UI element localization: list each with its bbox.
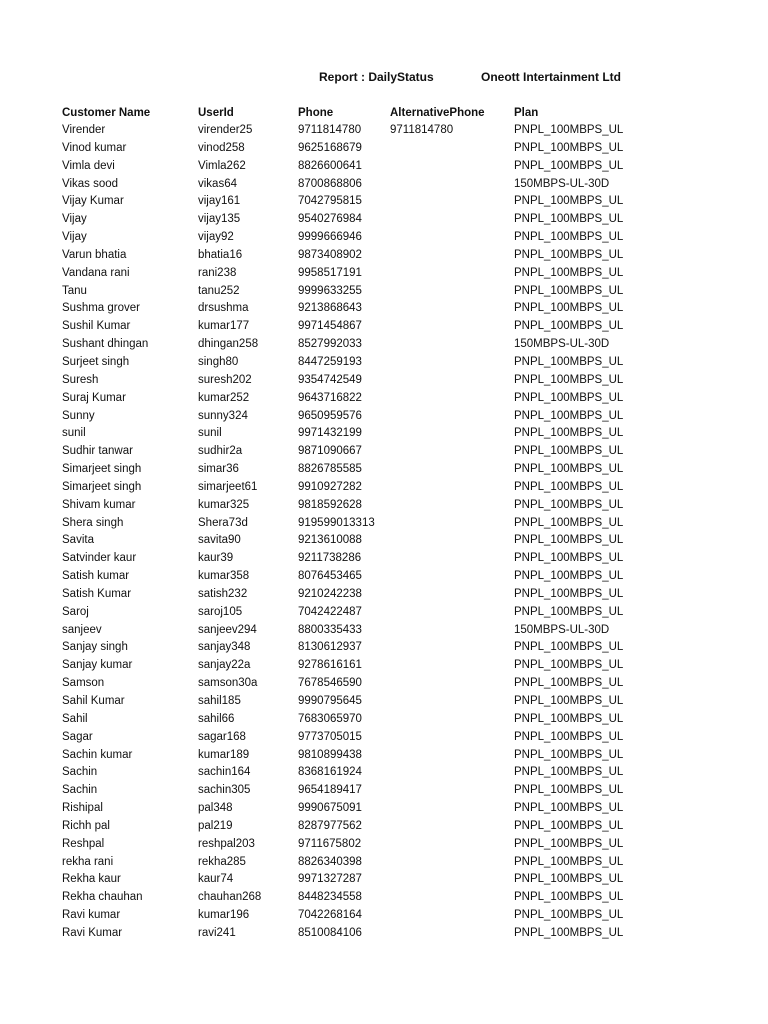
table-row <box>62 461 644 479</box>
table-row <box>62 229 644 247</box>
alternative-phone-cell <box>390 515 514 533</box>
plan-cell: PNPL_100MBPS_UL <box>514 819 624 832</box>
header-row <box>62 104 644 122</box>
plan-cell: PNPL_100MBPS_UL <box>514 534 624 547</box>
plan-cell: PNPL_100MBPS_UL <box>514 445 624 458</box>
userid-cell: satish232 <box>198 587 248 600</box>
plan-cell: PNPL_100MBPS_UL <box>514 766 624 779</box>
plan-cell: PNPL_100MBPS_UL <box>514 355 624 368</box>
alternative-phone-cell <box>390 871 514 889</box>
userid-cell: simar36 <box>198 463 239 476</box>
customer-name-cell: Satish Kumar <box>62 587 132 600</box>
phone-cell: 9711814780 <box>298 124 362 136</box>
table-row <box>62 568 644 586</box>
customer-name-cell: Reshpal <box>62 837 105 850</box>
plan-cell: PNPL_100MBPS_UL <box>514 516 624 529</box>
alternative-phone-cell <box>390 336 514 354</box>
customer-name-cell: Varun bhatia <box>62 248 127 261</box>
plan-cell: PNPL_100MBPS_UL <box>514 266 624 279</box>
customer-name-cell: Vijay <box>62 231 87 244</box>
plan-cell: PNPL_100MBPS_UL <box>514 730 624 743</box>
userid-cell: simarjeet61 <box>198 480 258 493</box>
table-row <box>62 586 644 604</box>
alternative-phone-cell <box>390 372 514 390</box>
phone-cell: 7683065970 <box>298 712 362 725</box>
customer-name-cell: Suresh <box>62 373 99 386</box>
customer-name-cell: Satish kumar <box>62 570 130 583</box>
table-row <box>62 532 644 550</box>
plan-cell: PNPL_100MBPS_UL <box>514 926 624 939</box>
table-row <box>62 176 644 194</box>
customer-name-cell: Tanu <box>62 284 87 297</box>
alternative-phone-cell <box>390 479 514 497</box>
phone-cell: 9650959576 <box>298 409 362 422</box>
userid-cell: sachin164 <box>198 766 251 779</box>
phone-cell: 9654189417 <box>298 784 362 797</box>
customer-name-cell: Samson <box>62 677 105 690</box>
table-row <box>62 925 644 943</box>
alternative-phone-cell <box>390 497 514 515</box>
alternative-phone-cell <box>390 443 514 461</box>
phone-cell: 8368161924 <box>298 766 362 779</box>
phone-cell: 8700868806 <box>298 177 362 190</box>
plan-cell: PNPL_100MBPS_UL <box>514 837 624 850</box>
table-row <box>62 425 644 443</box>
userid-cell: reshpal203 <box>198 837 255 850</box>
customer-name-cell: sunil <box>62 427 86 440</box>
customer-name-cell: Vijay <box>62 213 87 226</box>
alternative-phone-cell <box>390 265 514 283</box>
phone-cell: 9354742549 <box>298 373 362 386</box>
column-header-userid: UserId <box>198 107 234 119</box>
customer-name-cell: Rekha kaur <box>62 873 121 886</box>
company-name: Oneott Intertainment Ltd <box>481 70 621 84</box>
userid-cell: vijay135 <box>198 213 241 226</box>
table-row <box>62 657 644 675</box>
column-header-alternative-phone: AlternativePhone <box>390 107 485 119</box>
customer-name-cell: Vinod kumar <box>62 141 127 154</box>
plan-cell: PNPL_100MBPS_UL <box>514 873 624 886</box>
table-row <box>62 836 644 854</box>
table-row <box>62 747 644 765</box>
plan-cell: 150MBPS-UL-30D <box>514 338 610 351</box>
userid-cell: kumar177 <box>198 320 250 333</box>
userid-cell: vinod258 <box>198 141 245 154</box>
plan-cell: PNPL_100MBPS_UL <box>514 712 624 725</box>
plan-cell: PNPL_100MBPS_UL <box>514 141 624 154</box>
userid-cell: savita90 <box>198 534 241 547</box>
phone-cell: 9810899438 <box>298 748 362 761</box>
userid-cell: saroj105 <box>198 605 243 618</box>
table-row <box>62 265 644 283</box>
column-header-plan: Plan <box>514 107 539 119</box>
phone-cell: 9625168679 <box>298 141 362 154</box>
alternative-phone-cell <box>390 140 514 158</box>
alternative-phone-cell <box>390 907 514 925</box>
phone-cell: 8826340398 <box>298 855 362 868</box>
report-title: Report : DailyStatus <box>319 70 434 84</box>
alternative-phone-cell <box>390 550 514 568</box>
plan-cell: PNPL_100MBPS_UL <box>514 302 624 315</box>
alternative-phone-cell <box>390 657 514 675</box>
table-row <box>62 283 644 301</box>
plan-cell: PNPL_100MBPS_UL <box>514 659 624 672</box>
userid-cell: kumar358 <box>198 570 250 583</box>
userid-cell: virender25 <box>198 124 253 136</box>
customer-name-cell: Richh pal <box>62 819 110 832</box>
phone-cell: 9213610088 <box>298 534 362 547</box>
alternative-phone-cell <box>390 889 514 907</box>
phone-cell: 9971327287 <box>298 873 362 886</box>
userid-cell: sudhir2a <box>198 445 243 458</box>
phone-cell: 9999666946 <box>298 231 362 244</box>
alternative-phone-cell <box>390 604 514 622</box>
phone-cell: 8826785585 <box>298 463 362 476</box>
phone-cell: 9643716822 <box>298 391 362 404</box>
alternative-phone-cell <box>390 229 514 247</box>
table-row <box>62 907 644 925</box>
table-row <box>62 390 644 408</box>
table-row <box>62 211 644 229</box>
alternative-phone-cell: 9711814780 <box>390 124 454 136</box>
alternative-phone-cell <box>390 408 514 426</box>
phone-cell: 9211738286 <box>298 552 362 565</box>
phone-cell: 8130612937 <box>298 641 362 654</box>
plan-cell: PNPL_100MBPS_UL <box>514 552 624 565</box>
alternative-phone-cell <box>390 675 514 693</box>
table-row <box>62 818 644 836</box>
phone-cell: 8287977562 <box>298 819 362 832</box>
customer-name-cell: Sahil Kumar <box>62 695 125 707</box>
userid-cell: chauhan268 <box>198 891 262 904</box>
customer-name-cell: Simarjeet singh <box>62 463 142 476</box>
customer-name-cell: Sanjay kumar <box>62 659 133 672</box>
customer-name-cell: Ravi Kumar <box>62 926 123 939</box>
userid-cell: vikas64 <box>198 177 237 190</box>
table-row <box>62 622 644 640</box>
alternative-phone-cell <box>390 711 514 729</box>
plan-cell: PNPL_100MBPS_UL <box>514 784 624 797</box>
table-row <box>62 711 644 729</box>
plan-cell: PNPL_100MBPS_UL <box>514 909 624 922</box>
customer-name-cell: Virender <box>62 124 106 136</box>
userid-cell: samson30a <box>198 677 258 690</box>
customer-name-cell: Rekha chauhan <box>62 891 143 904</box>
plan-cell: PNPL_100MBPS_UL <box>514 391 624 404</box>
table-row <box>62 140 644 158</box>
plan-cell: PNPL_100MBPS_UL <box>514 480 624 493</box>
plan-cell: PNPL_100MBPS_UL <box>514 748 624 761</box>
plan-cell: PNPL_100MBPS_UL <box>514 213 624 226</box>
alternative-phone-cell <box>390 747 514 765</box>
phone-cell: 9873408902 <box>298 248 362 261</box>
customer-name-cell: Savita <box>62 534 94 547</box>
table-row <box>62 443 644 461</box>
userid-cell: ravi241 <box>198 926 236 939</box>
customer-name-cell: Vikas sood <box>62 177 119 190</box>
plan-cell: PNPL_100MBPS_UL <box>514 570 624 583</box>
phone-cell: 8510084106 <box>298 926 362 939</box>
alternative-phone-cell <box>390 764 514 782</box>
table-row <box>62 639 644 657</box>
plan-cell: PNPL_100MBPS_UL <box>514 605 624 618</box>
column-header-customer-name: Customer Name <box>62 107 151 119</box>
customer-name-cell: Sanjay singh <box>62 641 128 654</box>
phone-cell: 9990675091 <box>298 802 362 815</box>
report-header <box>0 70 768 86</box>
plan-cell: PNPL_100MBPS_UL <box>514 641 624 654</box>
userid-cell: kumar252 <box>198 391 250 404</box>
table-row <box>62 693 644 711</box>
customer-name-cell: Surjeet singh <box>62 355 130 368</box>
alternative-phone-cell <box>390 461 514 479</box>
phone-cell: 9999633255 <box>298 284 362 297</box>
userid-cell: vijay161 <box>198 195 241 208</box>
alternative-phone-cell <box>390 193 514 211</box>
userid-cell: singh80 <box>198 355 239 368</box>
customer-name-cell: Sachin <box>62 766 98 779</box>
alternative-phone-cell <box>390 390 514 408</box>
table-row <box>62 122 644 140</box>
phone-cell: 9958517191 <box>298 266 362 279</box>
userid-cell: vijay92 <box>198 231 234 244</box>
customer-name-cell: Vijay Kumar <box>62 195 124 208</box>
plan-cell: PNPL_100MBPS_UL <box>514 498 624 511</box>
phone-cell: 9971432199 <box>298 427 362 440</box>
userid-cell: sunny324 <box>198 409 248 422</box>
phone-cell: 8448234558 <box>298 891 362 904</box>
table-row <box>62 158 644 176</box>
phone-cell: 7678546590 <box>298 677 362 690</box>
userid-cell: Vimla262 <box>198 159 246 172</box>
userid-cell: kumar196 <box>198 909 250 922</box>
table-row <box>62 764 644 782</box>
alternative-phone-cell <box>390 318 514 336</box>
customer-name-cell: Suraj Kumar <box>62 391 126 404</box>
alternative-phone-cell <box>390 693 514 711</box>
table-row <box>62 479 644 497</box>
phone-cell: 8826600641 <box>298 159 362 172</box>
customer-name-cell: Sunny <box>62 409 95 422</box>
phone-cell: 9711675802 <box>298 837 362 850</box>
alternative-phone-cell <box>390 854 514 872</box>
plan-cell: PNPL_100MBPS_UL <box>514 427 624 440</box>
customer-name-cell: Simarjeet singh <box>62 480 142 493</box>
table-body <box>62 122 644 943</box>
customer-name-cell: Sagar <box>62 730 93 743</box>
plan-cell: PNPL_100MBPS_UL <box>514 159 624 172</box>
alternative-phone-cell <box>390 836 514 854</box>
table-row <box>62 550 644 568</box>
customer-name-cell: Sushma grover <box>62 302 140 315</box>
customer-name-cell: rekha rani <box>62 855 114 868</box>
alternative-phone-cell <box>390 158 514 176</box>
customer-name-cell: sanjeev <box>62 623 102 636</box>
table-row <box>62 782 644 800</box>
plan-cell: PNPL_100MBPS_UL <box>514 802 624 815</box>
table-row <box>62 604 644 622</box>
phone-cell: 8527992033 <box>298 338 362 351</box>
phone-cell: 9871090667 <box>298 445 362 458</box>
alternative-phone-cell <box>390 568 514 586</box>
phone-cell: 9773705015 <box>298 730 362 743</box>
phone-cell: 8447259193 <box>298 355 362 368</box>
alternative-phone-cell <box>390 354 514 372</box>
phone-cell: 9540276984 <box>298 213 362 226</box>
plan-cell: PNPL_100MBPS_UL <box>514 195 624 208</box>
customer-name-cell: Satvinder kaur <box>62 552 137 565</box>
table-row <box>62 515 644 533</box>
userid-cell: dhingan258 <box>198 338 259 351</box>
userid-cell: kaur39 <box>198 552 234 565</box>
userid-cell: sunil <box>198 427 222 440</box>
alternative-phone-cell <box>390 176 514 194</box>
alternative-phone-cell <box>390 586 514 604</box>
plan-cell: PNPL_100MBPS_UL <box>514 284 624 297</box>
userid-cell: drsushma <box>198 302 249 315</box>
plan-cell: PNPL_100MBPS_UL <box>514 409 624 422</box>
userid-cell: sanjeev294 <box>198 623 257 636</box>
userid-cell: sahil185 <box>198 695 241 707</box>
alternative-phone-cell <box>390 283 514 301</box>
phone-cell: 8800335433 <box>298 623 362 636</box>
userid-cell: kumar325 <box>198 498 250 511</box>
userid-cell: suresh202 <box>198 373 252 386</box>
userid-cell: rekha285 <box>198 855 246 868</box>
alternative-phone-cell <box>390 800 514 818</box>
table-row <box>62 354 644 372</box>
customer-name-cell: Ravi kumar <box>62 909 121 922</box>
column-header-phone: Phone <box>298 107 334 119</box>
table-row <box>62 318 644 336</box>
alternative-phone-cell <box>390 211 514 229</box>
plan-cell: PNPL_100MBPS_UL <box>514 124 624 136</box>
alternative-phone-cell <box>390 729 514 747</box>
userid-cell: sagar168 <box>198 730 246 743</box>
plan-cell: PNPL_100MBPS_UL <box>514 891 624 904</box>
alternative-phone-cell <box>390 925 514 943</box>
phone-cell: 8076453465 <box>298 570 362 583</box>
table-row <box>62 408 644 426</box>
userid-cell: tanu252 <box>198 284 240 297</box>
alternative-phone-cell <box>390 622 514 640</box>
table-row <box>62 300 644 318</box>
phone-cell: 9213868643 <box>298 302 362 315</box>
phone-cell: 7042795815 <box>298 195 362 208</box>
customer-name-cell: Vimla devi <box>62 159 115 172</box>
userid-cell: bhatia16 <box>198 248 243 261</box>
customer-name-cell: Sahil <box>62 712 88 725</box>
customer-name-cell: Sachin <box>62 784 98 797</box>
alternative-phone-cell <box>390 247 514 265</box>
plan-cell: PNPL_100MBPS_UL <box>514 677 624 690</box>
phone-cell: 7042268164 <box>298 909 362 922</box>
plan-cell: PNPL_100MBPS_UL <box>514 463 624 476</box>
table-row <box>62 497 644 515</box>
customer-name-cell: Sachin kumar <box>62 748 133 761</box>
customer-name-cell: Shera singh <box>62 516 124 529</box>
plan-cell: PNPL_100MBPS_UL <box>514 695 624 707</box>
plan-cell: PNPL_100MBPS_UL <box>514 373 624 386</box>
plan-cell: 150MBPS-UL-30D <box>514 177 610 190</box>
userid-cell: pal348 <box>198 802 233 815</box>
table-row <box>62 800 644 818</box>
table-row <box>62 729 644 747</box>
customer-name-cell: Sushant dhingan <box>62 338 149 351</box>
userid-cell: sanjay348 <box>198 641 251 654</box>
table-row <box>62 336 644 354</box>
alternative-phone-cell <box>390 532 514 550</box>
phone-cell: 9818592628 <box>298 498 362 511</box>
table-row <box>62 193 644 211</box>
userid-cell: kaur74 <box>198 873 234 886</box>
customer-name-cell: Sudhir tanwar <box>62 445 133 458</box>
alternative-phone-cell <box>390 425 514 443</box>
table-header <box>62 104 644 122</box>
phone-cell: 919599013313 <box>298 516 375 529</box>
table-row <box>62 889 644 907</box>
plan-cell: PNPL_100MBPS_UL <box>514 587 624 600</box>
phone-cell: 9910927282 <box>298 480 362 493</box>
table-row <box>62 675 644 693</box>
userid-cell: Shera73d <box>198 516 248 529</box>
phone-cell: 9971454867 <box>298 320 362 333</box>
plan-cell: 150MBPS-UL-30D <box>514 623 610 636</box>
phone-cell: 9990795645 <box>298 695 362 707</box>
plan-cell: PNPL_100MBPS_UL <box>514 248 624 261</box>
userid-cell: rani238 <box>198 266 237 279</box>
userid-cell: kumar189 <box>198 748 250 761</box>
customer-name-cell: Rishipal <box>62 802 103 815</box>
customer-name-cell: Shivam kumar <box>62 498 136 511</box>
table-row <box>62 871 644 889</box>
alternative-phone-cell <box>390 639 514 657</box>
alternative-phone-cell <box>390 782 514 800</box>
report-table <box>62 104 644 943</box>
phone-cell: 9210242238 <box>298 587 362 600</box>
alternative-phone-cell <box>390 300 514 318</box>
table-row <box>62 372 644 390</box>
phone-cell: 7042422487 <box>298 605 362 618</box>
userid-cell: sahil66 <box>198 712 235 725</box>
table-row <box>62 854 644 872</box>
customer-name-cell: Vandana rani <box>62 266 130 279</box>
customer-name-cell: Saroj <box>62 605 89 618</box>
userid-cell: pal219 <box>198 819 233 832</box>
plan-cell: PNPL_100MBPS_UL <box>514 320 624 333</box>
userid-cell: sachin305 <box>198 784 251 797</box>
userid-cell: sanjay22a <box>198 659 251 672</box>
table-row <box>62 247 644 265</box>
alternative-phone-cell <box>390 818 514 836</box>
plan-cell: PNPL_100MBPS_UL <box>514 231 624 244</box>
phone-cell: 9278616161 <box>298 659 362 672</box>
plan-cell: PNPL_100MBPS_UL <box>514 855 624 868</box>
customer-name-cell: Sushil Kumar <box>62 320 131 333</box>
